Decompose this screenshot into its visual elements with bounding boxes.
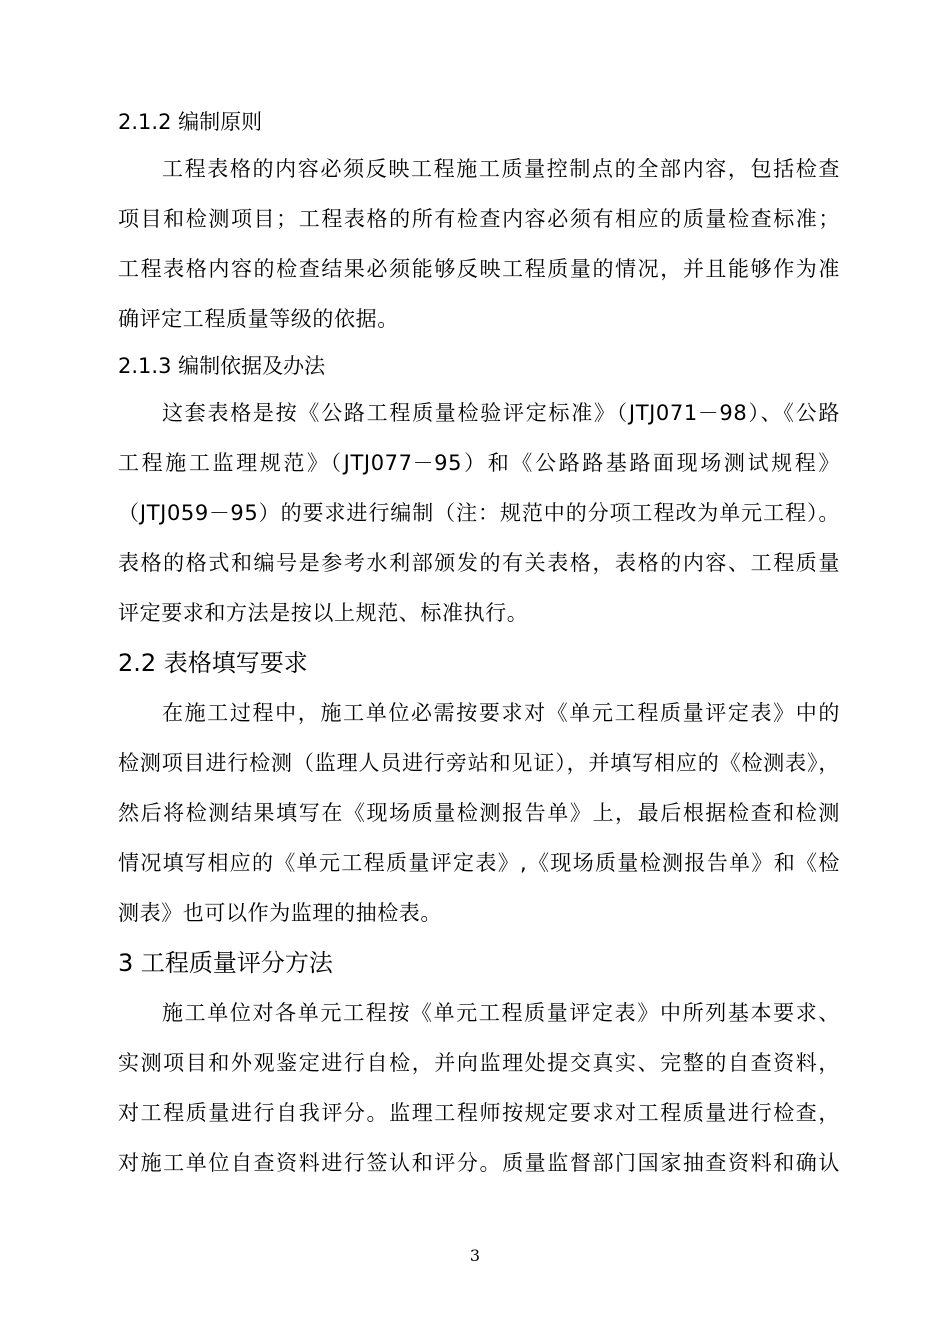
page-number: 3 — [469, 1246, 481, 1265]
paragraph-form-filling-requirements — [118, 688, 840, 938]
text-line: 工程表格的内容必须反映工程施工质量控制点的全部内容，包括检查 — [162, 157, 840, 181]
text-line: 检测项目进行检测（监理人员进行旁站和见证），并填写相应的《检测表》， — [118, 751, 840, 775]
section-heading-2-1-2: 2.1.2 编制原则 — [118, 110, 263, 134]
text-line: 表格的格式和编号是参考水利部颁发的有关表格，表格的内容、工程质量 — [118, 551, 840, 575]
text-line: 对工程质量进行自我评分。监理工程师按规定要求对工程质量进行检查， — [118, 1101, 840, 1125]
section-heading-2-2: 2.2 表格填写要求 — [118, 649, 308, 677]
text-line: 项目和检测项目；工程表格的所有检查内容必须有相应的质量检查标准； — [118, 207, 840, 231]
text-line: 然后将检测结果填写在《现场质量检测报告单》上，最后根据检查和检测 — [118, 801, 840, 825]
text-line: 评定要求和方法是按以上规范、标准执行。 — [118, 601, 529, 625]
text-line: 施工单位对各单元工程按《单元工程质量评定表》中所列基本要求、 — [162, 1001, 840, 1025]
section-heading-3: 3 工程质量评分方法 — [118, 949, 333, 977]
paragraph-compilation-basis — [118, 388, 840, 638]
text-line: 工程施工监理规范》（JTJ077－95）和《公路路基路面现场测试规程》 — [118, 451, 840, 475]
section-heading-2-1-3: 2.1.3 编制依据及办法 — [118, 354, 326, 378]
text-line: 工程表格内容的检查结果必须能够反映工程质量的情况，并且能够作为准 — [118, 257, 840, 281]
paragraph-quality-scoring-method — [118, 988, 840, 1188]
text-line: 对施工单位自查资料进行签认和评分。质量监督部门国家抽查资料和确认 — [118, 1151, 840, 1175]
text-line: 确评定工程质量等级的依据。 — [118, 307, 399, 331]
text-line: 情况填写相应的《单元工程质量评定表》,《现场质量检测报告单》和《检 — [118, 851, 840, 875]
text-line: 这套表格是按《公路工程质量检验评定标准》（JTJ071－98）、《公路 — [162, 401, 840, 425]
text-line: （JTJ059－95）的要求进行编制（注：规范中的分项工程改为单元工程）。 — [118, 501, 840, 525]
text-line: 实测项目和外观鉴定进行自检，并向监理处提交真实、完整的自查资料， — [118, 1051, 840, 1075]
text-line: 在施工过程中，施工单位必需按要求对《单元工程质量评定表》中的 — [162, 701, 840, 725]
paragraph-compilation-principles — [118, 144, 840, 344]
text-line: 测表》也可以作为监理的抽检表。 — [118, 901, 442, 925]
document-page — [118, 100, 840, 1188]
